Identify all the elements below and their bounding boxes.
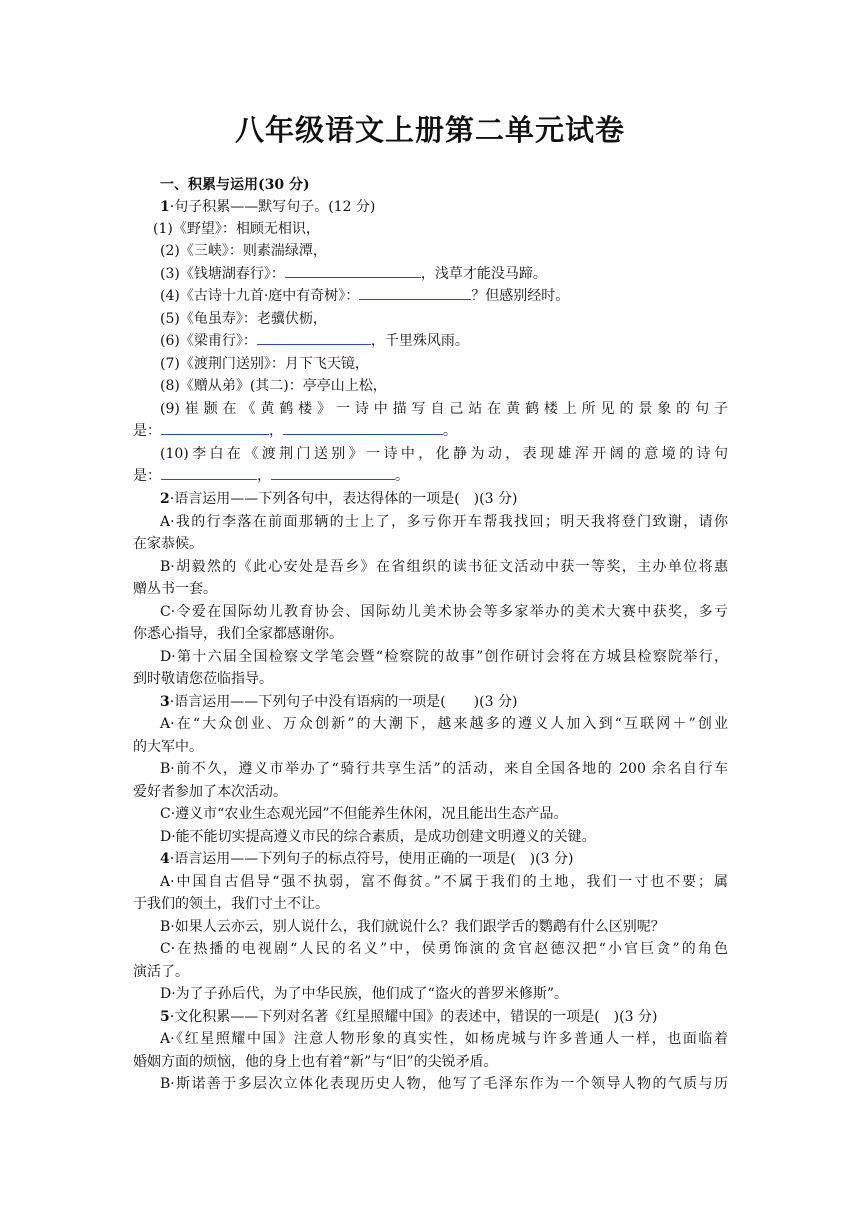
q1-item-3: [160, 263, 547, 285]
q1-item-5: (5)《龟虽寿》：老骥伏枥，: [160, 311, 327, 327]
question-number: 5: [160, 1009, 170, 1025]
q1-item-10: (10)李白在《渡荆门送别》一诗中，化静为动，表现雄浑开阔的意境的诗句: [160, 446, 728, 462]
q2-option-a: A·我的行李落在前面那辆的士上了，多亏你开车帮我找回；明天我将登门致谢，请你: [160, 514, 728, 530]
q2-option-b-cont: 赠丛书一套。: [133, 581, 217, 597]
q5-option-a-cont: 婚姻方面的烦恼，他的身上也有着“新”与“旧”的尖锐矛盾。: [133, 1054, 498, 1070]
q1-item-10-answer: [133, 465, 409, 487]
q1-item-2: (2)《三峡》：则素湍绿潭，: [160, 243, 327, 259]
q1-item-9-answer: [133, 420, 457, 442]
question-number: 3: [160, 694, 170, 710]
answer-period: 。: [443, 423, 457, 439]
answer-blank[interactable]: [161, 465, 257, 480]
q1-item-4-prefix: (4)《古诗十九首·庭中有奇树》：: [160, 288, 360, 304]
question-1: [160, 196, 375, 218]
q1-item-8: (8)《赠从弟》(其二)：亭亭山上松，: [160, 378, 387, 394]
answer-blank[interactable]: [257, 330, 371, 345]
q1-item-9: (9)崔颢在《黄鹤楼》一诗中描写自己站在黄鹤楼上所见的景象的句子: [160, 401, 728, 417]
q3-option-a: A·在“大众创业、万众创新”的大潮下，越来越多的遵义人加入到“互联网＋”创业: [160, 716, 728, 732]
q2-option-c: C·令爱在国际幼儿教育协会、国际幼儿美术协会等多家举办的美术大赛中获奖，多亏: [160, 604, 728, 620]
question-text: ·句子积累——默写句子。(12 分): [169, 199, 376, 215]
q1-item-4-suffix: ？但感别经时。: [471, 288, 570, 304]
q1-item-7: (7)《渡荆门送别》：月下飞天镜，: [160, 356, 369, 372]
q1-item-1: (1)《野望》：相顾无相识，: [153, 221, 320, 237]
answer-blank[interactable]: [271, 465, 395, 480]
answer-comma: ，: [269, 423, 283, 439]
question-text: ·语言运用——下列句子的标点符号，使用正确的一项是( )(3 分): [169, 851, 574, 867]
q5-option-a: A·《红星照耀中国》注意人物形象的真实性，如杨虎城与许多普通人一样，也面临着: [160, 1031, 728, 1047]
answer-blank[interactable]: [285, 263, 421, 278]
question-3: [160, 691, 517, 713]
answer-prefix: 是：: [133, 468, 161, 484]
question-text: ·语言运用——下列句子中没有语病的一项是( )(3 分): [169, 694, 518, 710]
question-text: ·文化积累——下列对名著《红星照耀中国》的表述中，错误的一项是( )(3 分): [169, 1009, 658, 1025]
question-2: [160, 488, 517, 510]
q4-option-c-cont: 演活了。: [133, 964, 189, 980]
question-number: 4: [160, 851, 170, 867]
q1-item-6: [160, 330, 469, 352]
answer-blank[interactable]: [359, 285, 471, 300]
q2-option-c-cont: 你悉心指导，我们全家都感谢你。: [133, 626, 343, 642]
question-number: 2: [160, 491, 170, 507]
q3-option-b-cont: 爱好者参加了本次活动。: [133, 784, 287, 800]
q4-option-a: A·中国自古倡导“强不执弱，富不侮贫。”不属于我们的土地，我们一寸也不要；属: [160, 874, 728, 890]
question-4: [160, 848, 573, 870]
q5-option-b: B·斯诺善于多层次立体化表现历史人物，他写了毛泽东作为一个领导人物的气质与历: [160, 1076, 728, 1092]
q3-option-d: D·能不能切实提高遵义市民的综合素质，是成功创建文明遵义的关键。: [160, 829, 596, 845]
q4-option-c: C·在热播的电视剧“人民的名义”中，侯勇饰演的贪官赵德汉把“小官巨贪”的角色: [160, 941, 728, 957]
q3-option-c: C·遵义市“农业生态观光园”不但能养生休闲，况且能出生态产品。: [160, 806, 568, 822]
q1-item-6-prefix: (6)《梁甫行》：: [160, 333, 257, 349]
answer-blank[interactable]: [283, 420, 443, 435]
q4-option-d: D·为了子孙后代，为了中华民族，他们成了“盗火的普罗米修斯”。: [160, 986, 568, 1002]
q2-option-d-cont: 到时敬请您莅临指导。: [133, 671, 273, 687]
q3-option-a-cont: 的大军中。: [133, 739, 203, 755]
question-number: 1: [160, 199, 170, 215]
q2-option-b: B·胡毅然的《此心安处是吾乡》在省组织的读书征文活动中获一等奖，主办单位将惠: [160, 559, 728, 575]
q2-option-a-cont: 在家恭候。: [133, 536, 203, 552]
answer-period: 。: [395, 468, 409, 484]
question-5: [160, 1006, 657, 1028]
q3-option-b: B·前不久，遵义市举办了“骑行共享生活”的活动，来自全国各地的 200 余名自行车: [160, 761, 728, 777]
q1-item-3-suffix: ，浅草才能没马蹄。: [420, 266, 547, 282]
section-heading: 一、积累与运用(30 分): [160, 177, 310, 193]
q2-option-d: D·第十六届全国检察文学笔会暨“检察院的故事”创作研讨会将在方城县检察院举行，: [160, 649, 728, 665]
page-title: 八年级语文上册第二单元试卷: [234, 113, 625, 147]
answer-blank[interactable]: [161, 420, 269, 435]
q1-item-3-prefix: (3)《钱塘湖春行》：: [160, 266, 285, 282]
q1-item-6-suffix: ，千里殊风雨。: [370, 333, 469, 349]
answer-comma: ，: [257, 468, 271, 484]
answer-prefix: 是：: [133, 423, 161, 439]
q4-option-b: B·如果人云亦云，别人说什么，我们就说什么？我们跟学舌的鹦鹉有什么区别呢？: [160, 919, 665, 935]
q4-option-a-cont: 于我们的领土，我们寸土不让。: [133, 896, 329, 912]
question-text: ·语言运用——下列各句中，表达得体的一项是( )(3 分): [169, 491, 518, 507]
q1-item-4: [160, 285, 569, 307]
